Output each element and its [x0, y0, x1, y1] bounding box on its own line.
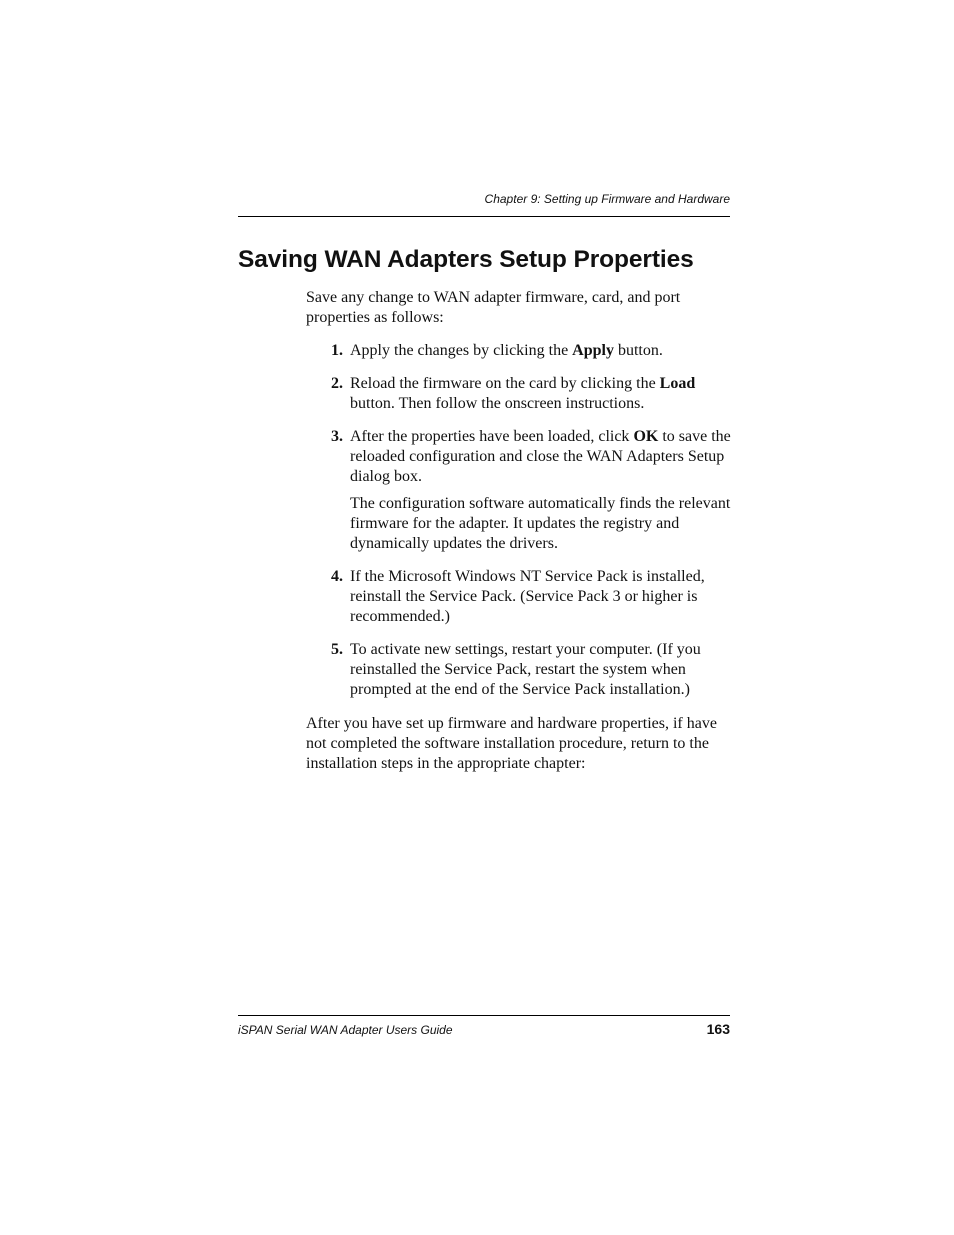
list-item: [306, 640, 732, 701]
footer-rule: [238, 1015, 730, 1016]
step-bold-term: OK: [633, 427, 659, 445]
list-item: [306, 374, 732, 414]
step-text: If the Microsoft Windows NT Service Pack is installed, reinstall the Service Pack. (Service Pack 3 or higher is recommended.): [350, 567, 705, 626]
page-number: 163: [706, 1021, 730, 1037]
closing-paragraph: After you have set up firmware and hardware properties, if have not completed the software installation procedure, return to the installation steps in the appropriate chapter:: [306, 715, 717, 773]
step-number: 2.: [331, 374, 343, 392]
step-text-before: After the properties have been loaded, click: [350, 427, 634, 445]
step-text: [350, 374, 732, 414]
header-rule: [238, 216, 730, 217]
step-number: 4.: [331, 567, 343, 585]
step-text-after: button.: [613, 342, 663, 359]
step-number: 3.: [331, 427, 343, 445]
step-note: The configuration software automatically finds the relevant firmware for the adapter. It updates the registry and dynamically updates the drivers.: [350, 494, 731, 553]
step-text-before: Reload the firmware on the card by clicking the: [350, 374, 660, 392]
list-item: [306, 341, 732, 361]
steps-list: [306, 341, 732, 713]
running-head: Chapter 9: Setting up Firmware and Hardware: [484, 192, 730, 206]
list-item: [306, 567, 732, 628]
list-item: [306, 427, 732, 555]
step-text-after: to save the reloaded configuration and close the WAN Adapters Setup dialog box.: [350, 427, 731, 486]
intro-paragraph: Save any change to WAN adapter firmware, card, and port properties as follows:: [306, 289, 681, 327]
step-text-before: Apply the changes by clicking the: [350, 342, 573, 359]
step-text: To activate new settings, restart your computer. (If you reinstalled the Service Pack, restart the system when prompted at the end of the Service Pack installation.): [350, 640, 701, 699]
step-text-after: button. Then follow the onscreen instructions.: [350, 394, 645, 412]
step-bold-term: Load: [659, 374, 696, 392]
section-title: Saving WAN Adapters Setup Properties: [238, 246, 694, 273]
step-text: [350, 427, 732, 488]
step-number: 5.: [331, 640, 343, 658]
step-bold-term: Apply: [572, 342, 614, 359]
footer-book-title: iSPAN Serial WAN Adapter Users Guide: [238, 1023, 453, 1037]
step-text: [350, 341, 732, 361]
step-number: 1.: [331, 342, 343, 359]
